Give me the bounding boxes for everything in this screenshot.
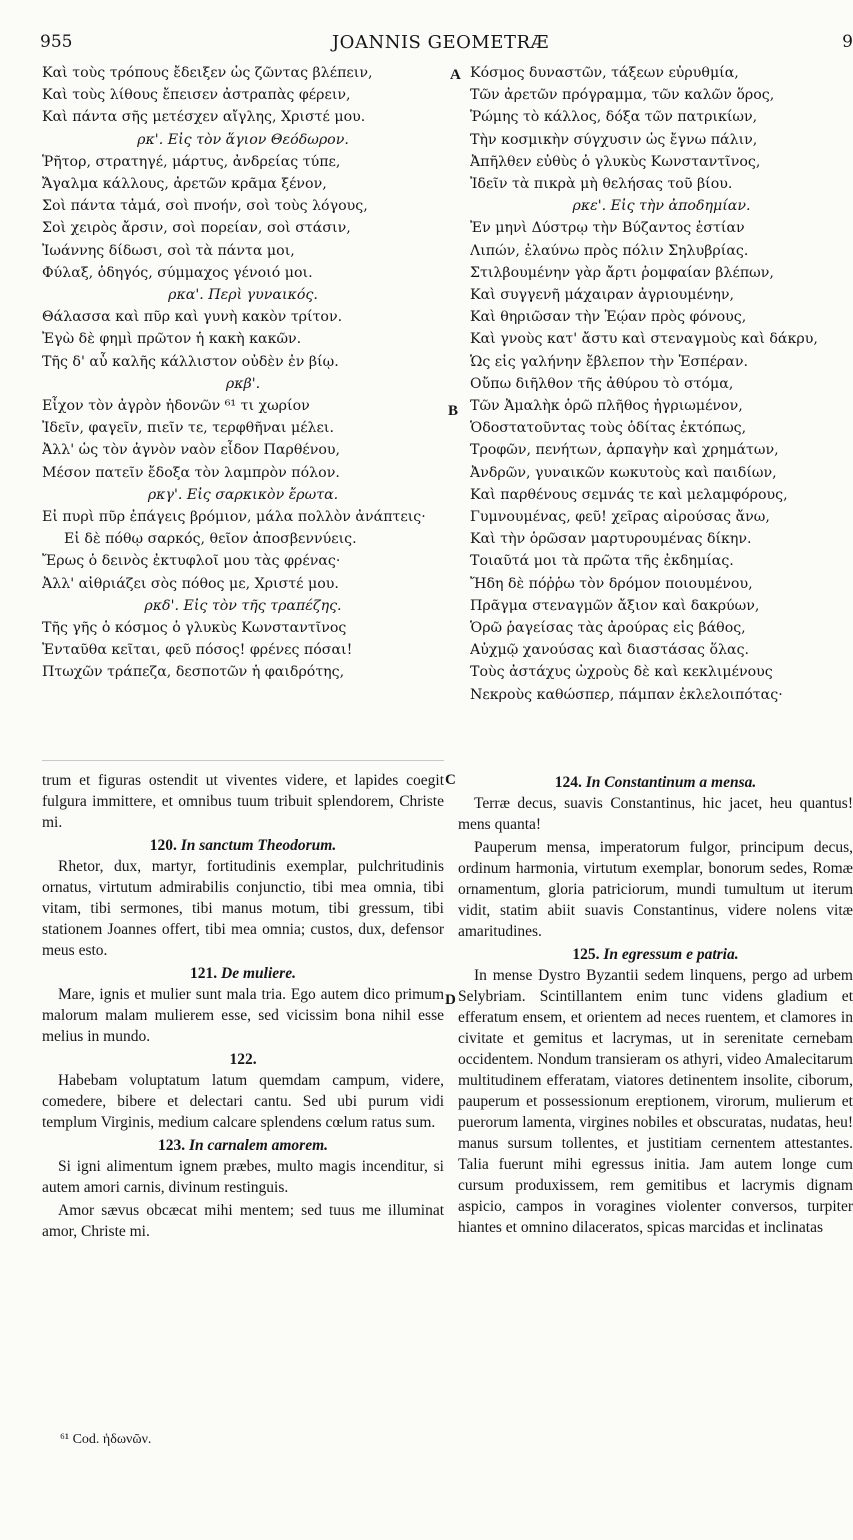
verse-line: Πρᾶγμα στεναγμῶν ἄξιον καὶ δακρύων, <box>470 597 760 614</box>
latin-paragraph: Habebam voluptatum latum quemdam campum, videre, comedere, bibere et delectari cantu. Sed ubi purum vidi templum Virginis, medium calcare splendens cœlum ratus sum. <box>42 1072 444 1131</box>
verse-line: Ὁρῶ ῥαγείσας τὰς ἀρούρας εἰς βάθος, <box>470 620 746 637</box>
page-number-left: 955 <box>40 32 73 52</box>
section-number: 125. <box>572 946 600 963</box>
section-title: In Constantinum a mensa. <box>585 774 757 791</box>
section-heading <box>458 944 853 965</box>
verse-line: Καὶ θηριῶσαν τὴν Ἑῴαν πρὸς φόνους, <box>470 309 747 326</box>
verse-line: Ἰδεῖν τὰ πικρὰ μὴ θελήσας τοῦ βίου. <box>470 176 733 193</box>
verse-line: Ἀνδρῶν, γυναικῶν κωκυτοὺς καὶ παιδίων, <box>470 464 777 481</box>
latin-paragraph: Terræ decus, suavis Constantinus, hic jacet, heu quantus! mens quanta! <box>458 795 853 833</box>
poem-heading: ρκβ'. <box>225 375 261 392</box>
verse-line: Καὶ τοὺς τρόπους ἔδειξεν ὡς ζῶντας βλέπειν, <box>42 65 373 81</box>
verse-line: Εἰ δὲ πόθῳ σαρκός, θεῖον ἀποσβεννύεις. <box>64 531 357 548</box>
verse-line: Ἤδη δὲ πόῤῥω τὸν δρόμον ποιουμένου, <box>470 575 753 592</box>
verse-line: Λιπών, ἐλαύνω πρὸς πόλιν Σηλυβρίας. <box>470 242 749 259</box>
margin-marker-c: C <box>445 772 456 788</box>
verse-line: Ἔρως ὁ δεινὸς ἐκτυφλοῖ μου τὰς φρένας· <box>42 553 341 570</box>
verse-line: Ὡς εἰς γαλήνην ἔβλεπον τὴν Ἑσπέραν. <box>470 353 748 370</box>
verse-line: Τοὺς ἀστάχυς ὠχροὺς δὲ καὶ κεκλιμένους <box>470 664 773 681</box>
verse-line: Καὶ γνοὺς κατ' ἄστυ καὶ στεναγμοὺς καὶ δάκρυ, <box>470 331 818 348</box>
verse-line: Τὴν κοσμικὴν σύγχυσιν ὡς ἔγνω πάλιν, <box>470 131 758 148</box>
page-header <box>28 32 853 56</box>
verse-line: Τῆς γῆς ὁ κόσμος ὁ γλυκὺς Κωνσταντῖνος <box>42 620 347 637</box>
running-title: JOANNIS GEOMETRÆ <box>331 32 550 53</box>
verse-line: Καὶ πάντα σῆς μετέσχεν αἴγλης, Χριστέ μου. <box>42 109 366 126</box>
verse-line: Εἰ πυρὶ πῦρ ἐπάγεις βρόμιον, μάλα πολλὸν ἀνάπτεις· <box>42 509 426 526</box>
section-heading <box>42 835 444 856</box>
verse-line: Ὁδοστατοῦντας τοὺς ὁδίτας ἐκτόπως, <box>470 420 747 437</box>
verse-line: Ῥώμης τὸ κάλλος, δόξα τῶν πατρικίων, <box>470 109 758 126</box>
verse-line: Οὔπω διῆλθον τῆς ἀθύρου τὸ στόμα, <box>470 375 734 392</box>
verse-line: Θάλασσα καὶ πῦρ καὶ γυνὴ κακὸν τρίτον. <box>42 309 343 326</box>
page-number-right: 9 <box>842 32 853 52</box>
verse-line: Ἀλλ' ὡς τὸν ἁγνὸν ναὸν εἶδον Παρθένου, <box>42 442 341 459</box>
section-title: In egressum e patria. <box>603 946 739 963</box>
verse-line: Καὶ τοὺς λίθους ἔπεισεν ἀστραπὰς φέρειν, <box>42 87 351 104</box>
margin-marker-d: D <box>445 992 456 1008</box>
section-heading <box>42 1049 444 1070</box>
verse-line: Μέσον πατεῖν ἔδοξα τὸν λαμπρὸν πόλον. <box>42 464 340 481</box>
section-heading <box>42 963 444 984</box>
verse-line: Ἰδεῖν, φαγεῖν, πιεῖν τε, τερφθῆναι μέλει. <box>42 420 334 437</box>
section-number: 123. <box>157 1137 186 1154</box>
poem-heading: ρκ'. Εἰς τὸν ἅγιον Θεόδωρον. <box>137 131 349 148</box>
greek-text-left-column <box>42 62 444 684</box>
verse-line: Τοιαῦτά μοι τὰ πρῶτα τῆς ἐκδημίας. <box>470 553 734 570</box>
poem-heading: ρκγ'. Εἰς σαρκικὸν ἔρωτα. <box>147 486 339 503</box>
latin-text-right-column <box>458 772 853 1240</box>
section-number: 121. <box>190 965 218 982</box>
verse-line: Νεκροὺς καθώσπερ, πάμπαν ἐκλελοιπότας· <box>470 686 783 703</box>
section-title: In sanctum Theodorum. <box>180 837 337 854</box>
verse-line: Ἀπῆλθεν εὐθὺς ὁ γλυκὺς Κωνσταντῖνος, <box>470 153 761 170</box>
greek-text-right-column <box>470 62 853 706</box>
verse-line: Στιλβουμένην γὰρ ἄρτι ῥομφαίαν βλέπων, <box>470 264 774 281</box>
verse-line: Ἀλλ' αἰθριάζει σὸς πόθος με, Χριστέ μου. <box>42 575 339 592</box>
verse-line: Ἐγὼ δὲ φημὶ πρῶτον ἡ κακὴ κακῶν. <box>42 331 302 348</box>
section-heading <box>42 1135 444 1156</box>
verse-line: Σοὶ πάντα τἀμά, σοὶ πνοήν, σοὶ τοὺς λόγους, <box>42 198 368 215</box>
latin-paragraph: Si igni alimentum ignem præbes, multo magis incenditur, si autem amori carnis, divinum restinguis. <box>42 1158 444 1196</box>
poem-heading: ρκα'. Περὶ γυναικός. <box>168 287 318 304</box>
section-number: 122. <box>229 1051 257 1068</box>
verse-line: Καὶ παρθένους σεμνάς τε καὶ μελαμφόρους, <box>470 486 788 503</box>
latin-paragraph: In mense Dystro Byzantii sedem linquens, pergo ad urbem Selybriam. Scintillantem enim tunc videns gladium et efferatum ensem, et orientem ad neces ruentem, et clamores in civitate et gemitus et lacrymas, ut in serenitate cernebam occidentem. Nondum transieram os athyri, video Amalecitarum multitudinem efferatam, viatores detinentem insolite, ciborum, pauperum et possessionum ereptionem, virorum, mulierum et puerorum lamenta, virgines nobiles et obscuratas, nudatas, heu! manus sursum tollentes, et justitiam cernentem attestantes. Talia fuerunt mihi egressus initia. Jam autem longe cum cursum produxissem, rem gemitibus et lacrymis dignam aspicio, campos in voragines violenter conversos, turpiter hiantes et omnino dilaceratos, spicas marcidas et inclinatas <box>458 967 853 1236</box>
section-title: In carnalem amorem. <box>188 1137 329 1154</box>
footnote: ⁶¹ Cod. ἡδωνῶν. <box>60 1432 152 1447</box>
verse-line: Ῥῆτορ, στρατηγέ, μάρτυς, ἀνδρείας τύπε, <box>42 153 341 170</box>
poem-heading: ρκδ'. Εἰς τὸν τῆς τραπέζης. <box>144 597 342 614</box>
margin-marker-b: B <box>448 403 459 419</box>
margin-marker-a: A <box>450 67 461 83</box>
verse-line: Τῆς δ' αὖ καλῆς κάλλιστον οὐδὲν ἐν βίῳ. <box>42 353 339 370</box>
verse-line: Τῶν Ἀμαλὴκ ὁρῶ πλῆθος ἠγριωμένον, <box>470 398 743 415</box>
poem-heading: ρκε'. Εἰς τὴν ἀποδημίαν. <box>572 198 751 215</box>
verse-line: Τῶν ἀρετῶν πρόγραμμα, τῶν καλῶν ὅρος, <box>470 87 775 104</box>
verse-line: Σοὶ χειρὸς ἄρσιν, σοὶ πορείαν, σοὶ στάσιν, <box>42 220 351 237</box>
verse-line: Γυμνουμένας, φεῦ! χεῖρας αἰρούσας ἄνω, <box>470 509 770 526</box>
verse-line: Ἐνταῦθα κεῖται, φεῦ πόσος! φρένες πόσαι! <box>42 642 353 659</box>
verse-line: Ἄγαλμα κάλλους, ἀρετῶν κρᾶμα ξένον, <box>42 176 327 193</box>
latin-paragraph: Amor sævus obcæcat mihi mentem; sed tuus me illuminat amor, Christe mi. <box>42 1202 444 1240</box>
verse-line: Ἐν μηνὶ Δύστρῳ τὴν Βύζαντος ἑστίαν <box>470 220 745 237</box>
verse-line: Κόσμος δυναστῶν, τάξεων εὐρυθμία, <box>470 65 739 81</box>
verse-line: Εἶχον τὸν ἀγρὸν ἡδονῶν ⁶¹ τι χωρίον <box>42 398 310 415</box>
section-number: 124. <box>554 774 582 791</box>
verse-line: Αὐχμῷ χανούσας καὶ διαστάσας ὅλας. <box>470 642 750 659</box>
section-heading <box>458 772 853 793</box>
verse-line: Καὶ τὴν ὁρῶσαν μαρτυρουμένας δίκην. <box>470 531 752 548</box>
section-title: De muliere. <box>221 965 296 982</box>
latin-paragraph: trum et figuras ostendit ut viventes videre, et lapides coegit fulgura immittere, et omnibus tuum tribuit splendorem, Christe mi. <box>42 772 444 831</box>
section-number: 120. <box>149 837 177 854</box>
verse-line: Τροφῶν, πενήτων, ἁρπαγὴν καὶ χρημάτων, <box>470 442 779 459</box>
verse-line: Ἰωάννης δίδωσι, σοὶ τὰ πάντα μοι, <box>42 242 295 259</box>
latin-paragraph: Mare, ignis et mulier sunt mala tria. Ego autem dico primum malorum malam mulierem esse, sed vicissim bona nihil esse melius in mundo. <box>42 986 444 1045</box>
latin-text-left-column <box>42 770 444 1244</box>
latin-paragraph: Rhetor, dux, martyr, fortitudinis exemplar, pulchritudinis ornatus, virtutum admirabilis conjunctio, tibi mea omnia, tibi vitam, tibi sermones, tibi manus motum, tibi gressum, tibi stationem Joannes offert, tibi mea omnia; custos, dux, defensor meus esto. <box>42 858 444 959</box>
latin-paragraph: Pauperum mensa, imperatorum fulgor, principum decus, ordinum harmonia, virtutum exemplar, bonorum sedes, Romæ ornamentum, gloria patriciorum, mundi tumultum ut iterum vidit, statim abiit suavis Constantinus, videre nolens vitæ amaritudines. <box>458 839 853 940</box>
verse-line: Φύλαξ, ὁδηγός, σύμμαχος γένοιό μοι. <box>42 264 313 281</box>
column-divider <box>42 760 444 761</box>
verse-line: Καὶ συγγενῆ μάχαιραν ἀγριουμένην, <box>470 287 735 304</box>
verse-line: Πτωχῶν τράπεζα, δεσποτῶν ἡ φαιδρότης, <box>42 664 345 681</box>
